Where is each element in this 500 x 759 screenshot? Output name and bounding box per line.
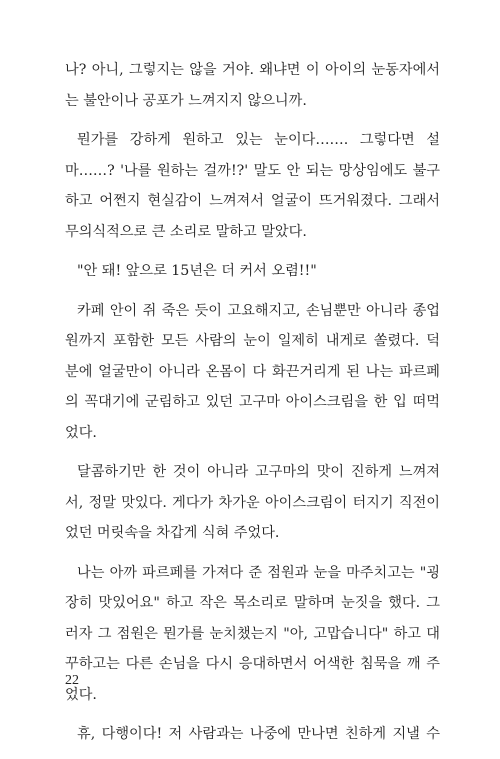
paragraph-7: [65, 719, 440, 750]
text-line: 휴, 다행이다! 저 사람과는 나중에 만나면 친하게 지낼 수: [77, 726, 440, 742]
text-line: 의 꼭대기에 군림하고 있던 고구마 아이스크림을 한 입 떠먹: [65, 394, 440, 410]
paragraph-4: [65, 296, 440, 449]
paragraph-5: [65, 457, 440, 549]
paragraph-3: [65, 256, 440, 287]
text-line: 는 불안이나 공포가 느껴지지 않으니까.: [65, 92, 307, 109]
text-line: 무의식적으로 큰 소리로 말하고 말았다.: [65, 223, 307, 240]
text-line: 서, 정말 맛있다. 게다가 차가운 아이스크림이 터지기 직전이: [65, 494, 440, 511]
text-line: 러자 그 점원은 뭔가를 눈치챘는지 "아, 고맙습니다" 하고 대: [65, 625, 440, 642]
text-line: "안 돼! 앞으로 15년은 더 커서 오렴!!": [77, 263, 317, 279]
text-line: 카페 안이 쥐 죽은 듯이 고요해지고, 손님뿐만 아니라 종업: [77, 302, 440, 319]
paragraph-2: [65, 125, 440, 247]
paragraph-1: [65, 55, 440, 116]
text-line: 달콤하기만 한 것이 아니라 고구마의 맛이 진하게 느껴져: [77, 464, 440, 480]
text-line: 나? 아니, 그렇지는 않을 거야. 왜냐면 이 아이의 눈동자에서: [65, 62, 440, 78]
text-line: 었다.: [65, 424, 97, 441]
text-line: 원까지 포함한 모든 사람의 눈이 일제히 내게로 쏠렸다. 덕: [65, 333, 440, 349]
text-line: 뭔가를 강하게 원하고 있는 눈이다……. 그렇다면 설: [77, 132, 440, 148]
text-line: 꾸하고는 다른 손님을 다시 응대하면서 어색한 침묵을 깨 주: [65, 656, 440, 672]
text-line: 었다.: [65, 686, 97, 703]
text-line: 장히 맛있어요" 하고 작은 목소리로 말하며 눈짓을 했다. 그: [65, 595, 440, 611]
text-line: 나는 아까 파르페를 가져다 준 점원과 눈을 마주치고는 "굉: [77, 564, 440, 581]
paragraph-6: [65, 558, 440, 711]
text-line: 었던 머릿속을 차갑게 식혀 주었다.: [65, 525, 280, 541]
page-number: 22: [65, 673, 79, 688]
text-line: 분에 얼굴만이 아니라 온몸이 다 화끈거리게 된 나는 파르페: [65, 363, 440, 380]
text-line: 하고 어쩐지 현실감이 느껴져서 얼굴이 뜨거워졌다. 그래서: [65, 193, 440, 209]
text-line: 마……? '나를 원하는 걸까!?' 말도 안 되는 망상임에도 불구: [65, 162, 440, 179]
page-body: [65, 55, 440, 759]
